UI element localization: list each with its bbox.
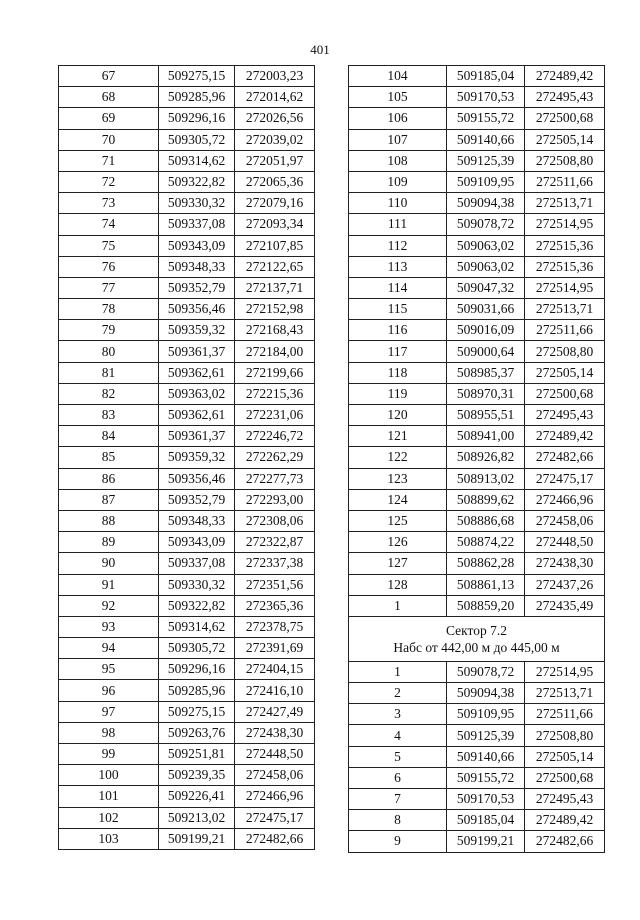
y-coordinate-cell: 272489,42 xyxy=(525,66,605,87)
table-row xyxy=(349,532,605,553)
y-coordinate-cell: 272514,95 xyxy=(525,661,605,682)
x-coordinate-cell: 509078,72 xyxy=(447,214,525,235)
table-row xyxy=(59,701,315,722)
table-row xyxy=(349,767,605,788)
y-coordinate-cell: 272137,71 xyxy=(235,277,315,298)
x-coordinate-cell: 509348,33 xyxy=(159,256,235,277)
y-coordinate-cell: 272515,36 xyxy=(525,256,605,277)
y-coordinate-cell: 272199,66 xyxy=(235,362,315,383)
point-number-cell: 121 xyxy=(349,426,447,447)
x-coordinate-cell: 509275,15 xyxy=(159,701,235,722)
point-number-cell: 2 xyxy=(349,683,447,704)
x-coordinate-cell: 509140,66 xyxy=(447,129,525,150)
x-coordinate-cell: 509285,96 xyxy=(159,87,235,108)
sector-header-cell xyxy=(349,616,605,661)
point-number-cell: 7 xyxy=(349,789,447,810)
y-coordinate-cell: 272482,66 xyxy=(525,447,605,468)
y-coordinate-cell: 272122,65 xyxy=(235,256,315,277)
x-coordinate-cell: 509296,16 xyxy=(159,659,235,680)
y-coordinate-cell: 272511,66 xyxy=(525,704,605,725)
point-number-cell: 114 xyxy=(349,277,447,298)
table-row xyxy=(59,426,315,447)
point-number-cell: 127 xyxy=(349,553,447,574)
point-number-cell: 70 xyxy=(59,129,159,150)
point-number-cell: 107 xyxy=(349,129,447,150)
table-row xyxy=(349,383,605,404)
table-row xyxy=(349,553,605,574)
point-number-cell: 76 xyxy=(59,256,159,277)
y-coordinate-cell: 272500,68 xyxy=(525,383,605,404)
point-number-cell: 112 xyxy=(349,235,447,256)
x-coordinate-cell: 509305,72 xyxy=(159,129,235,150)
x-coordinate-cell: 509356,46 xyxy=(159,299,235,320)
point-number-cell: 94 xyxy=(59,638,159,659)
y-coordinate-cell: 272404,15 xyxy=(235,659,315,680)
table-row xyxy=(349,171,605,192)
point-number-cell: 103 xyxy=(59,828,159,849)
point-number-cell: 5 xyxy=(349,746,447,767)
x-coordinate-cell: 508985,37 xyxy=(447,362,525,383)
y-coordinate-cell: 272215,36 xyxy=(235,383,315,404)
table-row xyxy=(59,786,315,807)
table-row xyxy=(59,807,315,828)
y-coordinate-cell: 272438,30 xyxy=(235,722,315,743)
table-row xyxy=(349,831,605,852)
y-coordinate-cell: 272513,71 xyxy=(525,193,605,214)
point-number-cell: 104 xyxy=(349,66,447,87)
point-number-cell: 113 xyxy=(349,256,447,277)
table-row xyxy=(59,87,315,108)
x-coordinate-cell: 509170,53 xyxy=(447,87,525,108)
point-number-cell: 91 xyxy=(59,574,159,595)
y-coordinate-cell: 272482,66 xyxy=(525,831,605,852)
y-coordinate-cell: 272508,80 xyxy=(525,341,605,362)
point-number-cell: 83 xyxy=(59,405,159,426)
point-number-cell: 126 xyxy=(349,532,447,553)
coordinates-table-left xyxy=(58,65,315,850)
x-coordinate-cell: 509199,21 xyxy=(447,831,525,852)
table-row xyxy=(349,426,605,447)
x-coordinate-cell: 509362,61 xyxy=(159,405,235,426)
table-row xyxy=(59,214,315,235)
point-number-cell: 85 xyxy=(59,447,159,468)
x-coordinate-cell: 509109,95 xyxy=(447,171,525,192)
table-row xyxy=(59,638,315,659)
point-number-cell: 124 xyxy=(349,489,447,510)
y-coordinate-cell: 272505,14 xyxy=(525,129,605,150)
x-coordinate-cell: 508926,82 xyxy=(447,447,525,468)
y-coordinate-cell: 272505,14 xyxy=(525,746,605,767)
table-row xyxy=(349,810,605,831)
x-coordinate-cell: 508955,51 xyxy=(447,405,525,426)
sector-range: Набс от 442,00 м до 445,00 м xyxy=(393,639,560,655)
y-coordinate-cell: 272435,49 xyxy=(525,595,605,616)
table-row xyxy=(59,532,315,553)
table-row xyxy=(349,661,605,682)
point-number-cell: 120 xyxy=(349,405,447,426)
point-number-cell: 95 xyxy=(59,659,159,680)
table-row xyxy=(349,489,605,510)
y-coordinate-cell: 272378,75 xyxy=(235,616,315,637)
x-coordinate-cell: 509361,37 xyxy=(159,426,235,447)
table-row xyxy=(349,405,605,426)
x-coordinate-cell: 509352,79 xyxy=(159,489,235,510)
table-row xyxy=(59,510,315,531)
table-row xyxy=(349,725,605,746)
y-coordinate-cell: 272448,50 xyxy=(525,532,605,553)
y-coordinate-cell: 272039,02 xyxy=(235,129,315,150)
x-coordinate-cell: 509343,09 xyxy=(159,235,235,256)
point-number-cell: 122 xyxy=(349,447,447,468)
point-number-cell: 74 xyxy=(59,214,159,235)
table-row xyxy=(59,320,315,341)
x-coordinate-cell: 509314,62 xyxy=(159,150,235,171)
table-row xyxy=(349,129,605,150)
table-row xyxy=(349,468,605,489)
point-number-cell: 80 xyxy=(59,341,159,362)
y-coordinate-cell: 272026,56 xyxy=(235,108,315,129)
x-coordinate-cell: 509275,15 xyxy=(159,66,235,87)
y-coordinate-cell: 272351,56 xyxy=(235,574,315,595)
x-coordinate-cell: 508874,22 xyxy=(447,532,525,553)
y-coordinate-cell: 272513,71 xyxy=(525,299,605,320)
y-coordinate-cell: 272466,96 xyxy=(525,489,605,510)
table-row xyxy=(59,193,315,214)
y-coordinate-cell: 272458,06 xyxy=(235,765,315,786)
y-coordinate-cell: 272489,42 xyxy=(525,426,605,447)
x-coordinate-cell: 509314,62 xyxy=(159,616,235,637)
y-coordinate-cell: 272365,36 xyxy=(235,595,315,616)
point-number-cell: 88 xyxy=(59,510,159,531)
x-coordinate-cell: 509031,66 xyxy=(447,299,525,320)
table-row xyxy=(59,383,315,404)
x-coordinate-cell: 509330,32 xyxy=(159,574,235,595)
table-row xyxy=(349,447,605,468)
y-coordinate-cell: 272093,34 xyxy=(235,214,315,235)
table-row xyxy=(349,87,605,108)
point-number-cell: 90 xyxy=(59,553,159,574)
x-coordinate-cell: 509094,38 xyxy=(447,683,525,704)
x-coordinate-cell: 509047,32 xyxy=(447,277,525,298)
y-coordinate-cell: 272438,30 xyxy=(525,553,605,574)
x-coordinate-cell: 509359,32 xyxy=(159,320,235,341)
y-coordinate-cell: 272448,50 xyxy=(235,744,315,765)
y-coordinate-cell: 272475,17 xyxy=(525,468,605,489)
y-coordinate-cell: 272475,17 xyxy=(235,807,315,828)
point-number-cell: 109 xyxy=(349,171,447,192)
table-row xyxy=(349,683,605,704)
x-coordinate-cell: 509359,32 xyxy=(159,447,235,468)
point-number-cell: 82 xyxy=(59,383,159,404)
table-row xyxy=(349,510,605,531)
x-coordinate-cell: 509199,21 xyxy=(159,828,235,849)
x-coordinate-cell: 509352,79 xyxy=(159,277,235,298)
table-row xyxy=(59,129,315,150)
table-row xyxy=(59,256,315,277)
point-number-cell: 67 xyxy=(59,66,159,87)
y-coordinate-cell: 272515,36 xyxy=(525,235,605,256)
y-coordinate-cell: 272003,23 xyxy=(235,66,315,87)
point-number-cell: 105 xyxy=(349,87,447,108)
point-number-cell: 128 xyxy=(349,574,447,595)
table-row xyxy=(349,299,605,320)
point-number-cell: 93 xyxy=(59,616,159,637)
table-row xyxy=(59,277,315,298)
y-coordinate-cell: 272514,95 xyxy=(525,277,605,298)
y-coordinate-cell: 272416,10 xyxy=(235,680,315,701)
point-number-cell: 99 xyxy=(59,744,159,765)
table-row xyxy=(59,680,315,701)
sector-header-row xyxy=(349,616,605,661)
x-coordinate-cell: 509239,35 xyxy=(159,765,235,786)
x-coordinate-cell: 509109,95 xyxy=(447,704,525,725)
y-coordinate-cell: 272500,68 xyxy=(525,767,605,788)
point-number-cell: 115 xyxy=(349,299,447,320)
y-coordinate-cell: 272437,26 xyxy=(525,574,605,595)
x-coordinate-cell: 509263,76 xyxy=(159,722,235,743)
table-row xyxy=(59,299,315,320)
x-coordinate-cell: 508861,13 xyxy=(447,574,525,595)
sector-title: Сектор 7.2 xyxy=(445,622,507,638)
y-coordinate-cell: 272246,72 xyxy=(235,426,315,447)
point-number-cell: 100 xyxy=(59,765,159,786)
x-coordinate-cell: 509343,09 xyxy=(159,532,235,553)
table-row xyxy=(59,405,315,426)
coordinates-table-right xyxy=(348,65,605,853)
table-row xyxy=(349,746,605,767)
point-number-cell: 69 xyxy=(59,108,159,129)
y-coordinate-cell: 272322,87 xyxy=(235,532,315,553)
table-row xyxy=(59,108,315,129)
y-coordinate-cell: 272513,71 xyxy=(525,683,605,704)
table-row xyxy=(59,595,315,616)
x-coordinate-cell: 509251,81 xyxy=(159,744,235,765)
y-coordinate-cell: 272337,38 xyxy=(235,553,315,574)
point-number-cell: 111 xyxy=(349,214,447,235)
table-row xyxy=(349,150,605,171)
y-coordinate-cell: 272505,14 xyxy=(525,362,605,383)
y-coordinate-cell: 272065,36 xyxy=(235,171,315,192)
point-number-cell: 92 xyxy=(59,595,159,616)
point-number-cell: 1 xyxy=(349,661,447,682)
y-coordinate-cell: 272500,68 xyxy=(525,108,605,129)
table-row xyxy=(349,66,605,87)
y-coordinate-cell: 272277,73 xyxy=(235,468,315,489)
y-coordinate-cell: 272168,43 xyxy=(235,320,315,341)
y-coordinate-cell: 272508,80 xyxy=(525,725,605,746)
point-number-cell: 78 xyxy=(59,299,159,320)
x-coordinate-cell: 508941,00 xyxy=(447,426,525,447)
y-coordinate-cell: 272511,66 xyxy=(525,171,605,192)
point-number-cell: 102 xyxy=(59,807,159,828)
y-coordinate-cell: 272495,43 xyxy=(525,789,605,810)
x-coordinate-cell: 509296,16 xyxy=(159,108,235,129)
table-row xyxy=(59,341,315,362)
y-coordinate-cell: 272308,06 xyxy=(235,510,315,531)
y-coordinate-cell: 272152,98 xyxy=(235,299,315,320)
y-coordinate-cell: 272466,96 xyxy=(235,786,315,807)
table-row xyxy=(349,256,605,277)
x-coordinate-cell: 509125,39 xyxy=(447,725,525,746)
x-coordinate-cell: 509322,82 xyxy=(159,595,235,616)
x-coordinate-cell: 509155,72 xyxy=(447,108,525,129)
y-coordinate-cell: 272495,43 xyxy=(525,405,605,426)
y-coordinate-cell: 272495,43 xyxy=(525,87,605,108)
table-row xyxy=(59,489,315,510)
x-coordinate-cell: 509305,72 xyxy=(159,638,235,659)
point-number-cell: 89 xyxy=(59,532,159,553)
x-coordinate-cell: 509348,33 xyxy=(159,510,235,531)
x-coordinate-cell: 509063,02 xyxy=(447,256,525,277)
y-coordinate-cell: 272014,62 xyxy=(235,87,315,108)
x-coordinate-cell: 509356,46 xyxy=(159,468,235,489)
table-row xyxy=(349,362,605,383)
x-coordinate-cell: 508970,31 xyxy=(447,383,525,404)
point-number-cell: 116 xyxy=(349,320,447,341)
point-number-cell: 72 xyxy=(59,171,159,192)
table-row xyxy=(349,320,605,341)
x-coordinate-cell: 509330,32 xyxy=(159,193,235,214)
y-coordinate-cell: 272489,42 xyxy=(525,810,605,831)
x-coordinate-cell: 508913,02 xyxy=(447,468,525,489)
y-coordinate-cell: 272231,06 xyxy=(235,405,315,426)
point-number-cell: 125 xyxy=(349,510,447,531)
x-coordinate-cell: 509363,02 xyxy=(159,383,235,404)
table-row xyxy=(349,704,605,725)
x-coordinate-cell: 509125,39 xyxy=(447,150,525,171)
y-coordinate-cell: 272079,16 xyxy=(235,193,315,214)
table-row xyxy=(349,193,605,214)
table-row xyxy=(349,574,605,595)
point-number-cell: 106 xyxy=(349,108,447,129)
point-number-cell: 123 xyxy=(349,468,447,489)
y-coordinate-cell: 272107,85 xyxy=(235,235,315,256)
x-coordinate-cell: 509185,04 xyxy=(447,66,525,87)
point-number-cell: 79 xyxy=(59,320,159,341)
x-coordinate-cell: 509063,02 xyxy=(447,235,525,256)
table-row xyxy=(349,595,605,616)
x-coordinate-cell: 509016,09 xyxy=(447,320,525,341)
x-coordinate-cell: 509213,02 xyxy=(159,807,235,828)
x-coordinate-cell: 509337,08 xyxy=(159,553,235,574)
table-row xyxy=(59,765,315,786)
point-number-cell: 73 xyxy=(59,193,159,214)
y-coordinate-cell: 272051,97 xyxy=(235,150,315,171)
y-coordinate-cell: 272458,06 xyxy=(525,510,605,531)
x-coordinate-cell: 509000,64 xyxy=(447,341,525,362)
table-row xyxy=(59,722,315,743)
point-number-cell: 81 xyxy=(59,362,159,383)
point-number-cell: 68 xyxy=(59,87,159,108)
y-coordinate-cell: 272427,49 xyxy=(235,701,315,722)
table-row xyxy=(59,828,315,849)
x-coordinate-cell: 509185,04 xyxy=(447,810,525,831)
table-row xyxy=(59,744,315,765)
x-coordinate-cell: 509155,72 xyxy=(447,767,525,788)
x-coordinate-cell: 509078,72 xyxy=(447,661,525,682)
point-number-cell: 9 xyxy=(349,831,447,852)
table-row xyxy=(59,574,315,595)
y-coordinate-cell: 272508,80 xyxy=(525,150,605,171)
table-row xyxy=(349,277,605,298)
x-coordinate-cell: 509362,61 xyxy=(159,362,235,383)
y-coordinate-cell: 272482,66 xyxy=(235,828,315,849)
point-number-cell: 3 xyxy=(349,704,447,725)
table-row xyxy=(59,468,315,489)
y-coordinate-cell: 272293,00 xyxy=(235,489,315,510)
point-number-cell: 84 xyxy=(59,426,159,447)
point-number-cell: 97 xyxy=(59,701,159,722)
table-row xyxy=(59,150,315,171)
table-row xyxy=(349,341,605,362)
x-coordinate-cell: 509094,38 xyxy=(447,193,525,214)
point-number-cell: 98 xyxy=(59,722,159,743)
x-coordinate-cell: 509361,37 xyxy=(159,341,235,362)
point-number-cell: 6 xyxy=(349,767,447,788)
x-coordinate-cell: 509226,41 xyxy=(159,786,235,807)
point-number-cell: 118 xyxy=(349,362,447,383)
table-row xyxy=(349,108,605,129)
table-row xyxy=(59,362,315,383)
point-number-cell: 119 xyxy=(349,383,447,404)
point-number-cell: 96 xyxy=(59,680,159,701)
x-coordinate-cell: 509140,66 xyxy=(447,746,525,767)
table-row xyxy=(59,553,315,574)
table-row xyxy=(59,66,315,87)
table-row xyxy=(59,235,315,256)
point-number-cell: 87 xyxy=(59,489,159,510)
point-number-cell: 71 xyxy=(59,150,159,171)
x-coordinate-cell: 509170,53 xyxy=(447,789,525,810)
x-coordinate-cell: 509322,82 xyxy=(159,171,235,192)
y-coordinate-cell: 272184,00 xyxy=(235,341,315,362)
table-row xyxy=(349,214,605,235)
y-coordinate-cell: 272391,69 xyxy=(235,638,315,659)
point-number-cell: 101 xyxy=(59,786,159,807)
table-row xyxy=(59,171,315,192)
point-number-cell: 4 xyxy=(349,725,447,746)
point-number-cell: 77 xyxy=(59,277,159,298)
y-coordinate-cell: 272262,29 xyxy=(235,447,315,468)
x-coordinate-cell: 508859,20 xyxy=(447,595,525,616)
table-row xyxy=(59,616,315,637)
point-number-cell: 75 xyxy=(59,235,159,256)
x-coordinate-cell: 509337,08 xyxy=(159,214,235,235)
y-coordinate-cell: 272514,95 xyxy=(525,214,605,235)
point-number-cell: 86 xyxy=(59,468,159,489)
page-number: 401 xyxy=(310,42,330,57)
table-row xyxy=(59,659,315,680)
point-number-cell: 117 xyxy=(349,341,447,362)
x-coordinate-cell: 508886,68 xyxy=(447,510,525,531)
table-row xyxy=(349,235,605,256)
table-row xyxy=(59,447,315,468)
table-row xyxy=(349,789,605,810)
point-number-cell: 1 xyxy=(349,595,447,616)
point-number-cell: 108 xyxy=(349,150,447,171)
x-coordinate-cell: 509285,96 xyxy=(159,680,235,701)
point-number-cell: 110 xyxy=(349,193,447,214)
x-coordinate-cell: 508899,62 xyxy=(447,489,525,510)
point-number-cell: 8 xyxy=(349,810,447,831)
x-coordinate-cell: 508862,28 xyxy=(447,553,525,574)
y-coordinate-cell: 272511,66 xyxy=(525,320,605,341)
